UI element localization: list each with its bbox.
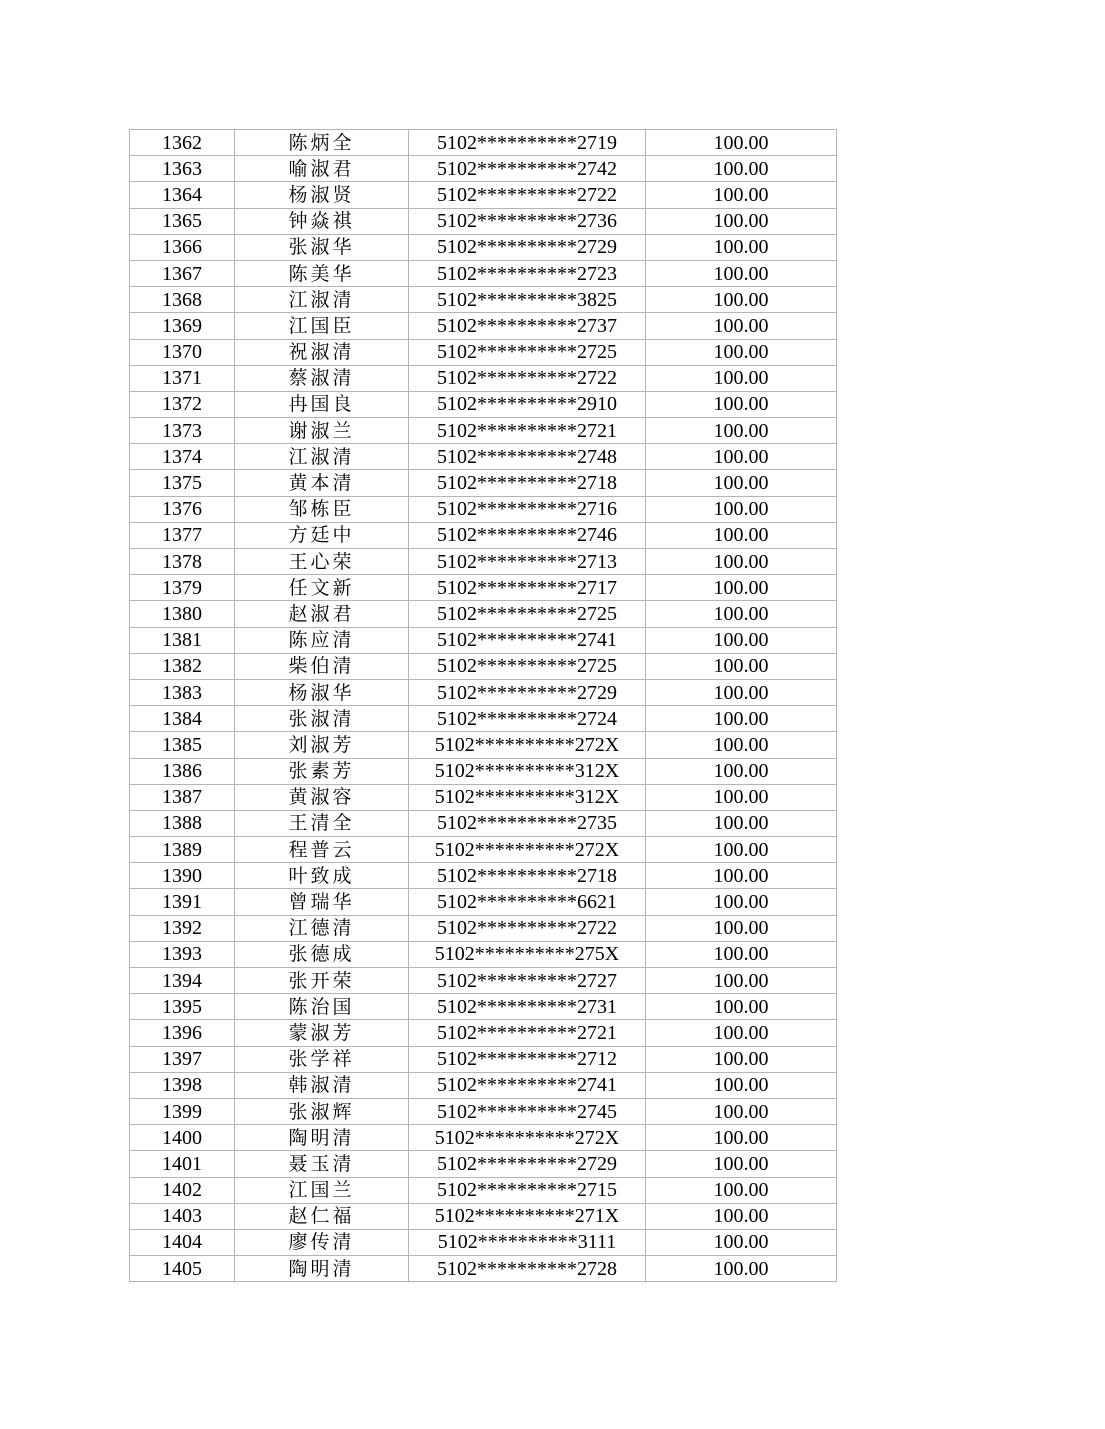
amount-cell: 100.00 bbox=[646, 575, 837, 601]
id-number-cell: 5102**********2723 bbox=[409, 260, 646, 286]
amount-cell: 100.00 bbox=[646, 1256, 837, 1282]
name-cell: 黄淑容 bbox=[235, 784, 409, 810]
row-number-cell: 1390 bbox=[130, 863, 235, 889]
id-number-cell: 5102**********312X bbox=[409, 758, 646, 784]
name-cell: 蒙淑芳 bbox=[235, 1020, 409, 1046]
amount-cell: 100.00 bbox=[646, 391, 837, 417]
row-number-cell: 1376 bbox=[130, 496, 235, 522]
name-cell: 廖传清 bbox=[235, 1229, 409, 1255]
id-number-cell: 5102**********2729 bbox=[409, 1151, 646, 1177]
id-number-cell: 5102**********2724 bbox=[409, 706, 646, 732]
table-row bbox=[130, 1046, 837, 1072]
table-row bbox=[130, 837, 837, 863]
amount-cell: 100.00 bbox=[646, 365, 837, 391]
name-cell: 江淑清 bbox=[235, 287, 409, 313]
table-row bbox=[130, 549, 837, 575]
row-number-cell: 1404 bbox=[130, 1229, 235, 1255]
amount-cell: 100.00 bbox=[646, 418, 837, 444]
amount-cell: 100.00 bbox=[646, 208, 837, 234]
id-number-cell: 5102**********2721 bbox=[409, 1020, 646, 1046]
name-cell: 曾瑞华 bbox=[235, 889, 409, 915]
row-number-cell: 1397 bbox=[130, 1046, 235, 1072]
row-number-cell: 1378 bbox=[130, 549, 235, 575]
row-number-cell: 1398 bbox=[130, 1072, 235, 1098]
name-cell: 张淑清 bbox=[235, 706, 409, 732]
roster-table-body bbox=[130, 130, 837, 1282]
name-cell: 叶致成 bbox=[235, 863, 409, 889]
name-cell: 江淑清 bbox=[235, 444, 409, 470]
row-number-cell: 1382 bbox=[130, 653, 235, 679]
id-number-cell: 5102**********2735 bbox=[409, 810, 646, 836]
amount-cell: 100.00 bbox=[646, 1151, 837, 1177]
amount-cell: 100.00 bbox=[646, 470, 837, 496]
row-number-cell: 1396 bbox=[130, 1020, 235, 1046]
table-row bbox=[130, 601, 837, 627]
id-number-cell: 5102**********2722 bbox=[409, 365, 646, 391]
name-cell: 陶明清 bbox=[235, 1256, 409, 1282]
row-number-cell: 1403 bbox=[130, 1203, 235, 1229]
table-row bbox=[130, 810, 837, 836]
name-cell: 赵淑君 bbox=[235, 601, 409, 627]
name-cell: 张开荣 bbox=[235, 968, 409, 994]
amount-cell: 100.00 bbox=[646, 1046, 837, 1072]
row-number-cell: 1364 bbox=[130, 182, 235, 208]
id-number-cell: 5102**********2748 bbox=[409, 444, 646, 470]
table-row bbox=[130, 496, 837, 522]
table-row bbox=[130, 287, 837, 313]
name-cell: 柴伯清 bbox=[235, 653, 409, 679]
row-number-cell: 1377 bbox=[130, 522, 235, 548]
name-cell: 邹栋臣 bbox=[235, 496, 409, 522]
name-cell: 韩淑清 bbox=[235, 1072, 409, 1098]
amount-cell: 100.00 bbox=[646, 234, 837, 260]
id-number-cell: 5102**********2910 bbox=[409, 391, 646, 417]
amount-cell: 100.00 bbox=[646, 156, 837, 182]
table-row bbox=[130, 679, 837, 705]
amount-cell: 100.00 bbox=[646, 994, 837, 1020]
table-row bbox=[130, 182, 837, 208]
amount-cell: 100.00 bbox=[646, 549, 837, 575]
name-cell: 喻淑君 bbox=[235, 156, 409, 182]
row-number-cell: 1368 bbox=[130, 287, 235, 313]
row-number-cell: 1405 bbox=[130, 1256, 235, 1282]
table-row bbox=[130, 391, 837, 417]
amount-cell: 100.00 bbox=[646, 732, 837, 758]
id-number-cell: 5102**********2717 bbox=[409, 575, 646, 601]
id-number-cell: 5102**********272X bbox=[409, 837, 646, 863]
row-number-cell: 1394 bbox=[130, 968, 235, 994]
row-number-cell: 1366 bbox=[130, 234, 235, 260]
name-cell: 江国兰 bbox=[235, 1177, 409, 1203]
amount-cell: 100.00 bbox=[646, 130, 837, 156]
row-number-cell: 1365 bbox=[130, 208, 235, 234]
amount-cell: 100.00 bbox=[646, 1229, 837, 1255]
table-row bbox=[130, 941, 837, 967]
id-number-cell: 5102**********312X bbox=[409, 784, 646, 810]
amount-cell: 100.00 bbox=[646, 679, 837, 705]
table-row bbox=[130, 968, 837, 994]
table-row bbox=[130, 1098, 837, 1124]
row-number-cell: 1393 bbox=[130, 941, 235, 967]
table-row bbox=[130, 1151, 837, 1177]
name-cell: 聂玉清 bbox=[235, 1151, 409, 1177]
amount-cell: 100.00 bbox=[646, 601, 837, 627]
id-number-cell: 5102**********2727 bbox=[409, 968, 646, 994]
amount-cell: 100.00 bbox=[646, 653, 837, 679]
table-row bbox=[130, 260, 837, 286]
row-number-cell: 1391 bbox=[130, 889, 235, 915]
amount-cell: 100.00 bbox=[646, 1177, 837, 1203]
table-row bbox=[130, 1177, 837, 1203]
id-number-cell: 5102**********2729 bbox=[409, 234, 646, 260]
table-row bbox=[130, 575, 837, 601]
name-cell: 张淑华 bbox=[235, 234, 409, 260]
row-number-cell: 1371 bbox=[130, 365, 235, 391]
amount-cell: 100.00 bbox=[646, 496, 837, 522]
id-number-cell: 5102**********2741 bbox=[409, 627, 646, 653]
amount-cell: 100.00 bbox=[646, 889, 837, 915]
row-number-cell: 1367 bbox=[130, 260, 235, 286]
id-number-cell: 5102**********2731 bbox=[409, 994, 646, 1020]
id-number-cell: 5102**********272X bbox=[409, 732, 646, 758]
row-number-cell: 1401 bbox=[130, 1151, 235, 1177]
id-number-cell: 5102**********2712 bbox=[409, 1046, 646, 1072]
row-number-cell: 1370 bbox=[130, 339, 235, 365]
table-row bbox=[130, 1203, 837, 1229]
table-row bbox=[130, 706, 837, 732]
id-number-cell: 5102**********2729 bbox=[409, 679, 646, 705]
table-row bbox=[130, 758, 837, 784]
name-cell: 张学祥 bbox=[235, 1046, 409, 1072]
row-number-cell: 1383 bbox=[130, 679, 235, 705]
table-row bbox=[130, 339, 837, 365]
row-number-cell: 1387 bbox=[130, 784, 235, 810]
amount-cell: 100.00 bbox=[646, 863, 837, 889]
name-cell: 黄本清 bbox=[235, 470, 409, 496]
name-cell: 陈应清 bbox=[235, 627, 409, 653]
id-number-cell: 5102**********271X bbox=[409, 1203, 646, 1229]
table-row bbox=[130, 1229, 837, 1255]
id-number-cell: 5102**********2728 bbox=[409, 1256, 646, 1282]
name-cell: 张德成 bbox=[235, 941, 409, 967]
row-number-cell: 1374 bbox=[130, 444, 235, 470]
amount-cell: 100.00 bbox=[646, 784, 837, 810]
id-number-cell: 5102**********2722 bbox=[409, 182, 646, 208]
amount-cell: 100.00 bbox=[646, 1020, 837, 1046]
amount-cell: 100.00 bbox=[646, 706, 837, 732]
row-number-cell: 1373 bbox=[130, 418, 235, 444]
row-number-cell: 1379 bbox=[130, 575, 235, 601]
row-number-cell: 1381 bbox=[130, 627, 235, 653]
row-number-cell: 1395 bbox=[130, 994, 235, 1020]
row-number-cell: 1362 bbox=[130, 130, 235, 156]
id-number-cell: 5102**********2725 bbox=[409, 653, 646, 679]
amount-cell: 100.00 bbox=[646, 627, 837, 653]
table-row bbox=[130, 994, 837, 1020]
name-cell: 任文新 bbox=[235, 575, 409, 601]
id-number-cell: 5102**********2719 bbox=[409, 130, 646, 156]
name-cell: 陶明清 bbox=[235, 1125, 409, 1151]
amount-cell: 100.00 bbox=[646, 810, 837, 836]
amount-cell: 100.00 bbox=[646, 313, 837, 339]
amount-cell: 100.00 bbox=[646, 941, 837, 967]
id-number-cell: 5102**********2725 bbox=[409, 339, 646, 365]
table-row bbox=[130, 627, 837, 653]
amount-cell: 100.00 bbox=[646, 339, 837, 365]
amount-cell: 100.00 bbox=[646, 260, 837, 286]
name-cell: 王清全 bbox=[235, 810, 409, 836]
table-row bbox=[130, 1256, 837, 1282]
table-row bbox=[130, 863, 837, 889]
id-number-cell: 5102**********6621 bbox=[409, 889, 646, 915]
table-row bbox=[130, 444, 837, 470]
table-row bbox=[130, 365, 837, 391]
roster-table bbox=[129, 129, 837, 1282]
id-number-cell: 5102**********2716 bbox=[409, 496, 646, 522]
amount-cell: 100.00 bbox=[646, 915, 837, 941]
row-number-cell: 1400 bbox=[130, 1125, 235, 1151]
amount-cell: 100.00 bbox=[646, 1098, 837, 1124]
row-number-cell: 1372 bbox=[130, 391, 235, 417]
name-cell: 祝淑清 bbox=[235, 339, 409, 365]
table-row bbox=[130, 1020, 837, 1046]
id-number-cell: 5102**********2741 bbox=[409, 1072, 646, 1098]
table-row bbox=[130, 208, 837, 234]
amount-cell: 100.00 bbox=[646, 1072, 837, 1098]
table-row bbox=[130, 889, 837, 915]
table-row bbox=[130, 313, 837, 339]
row-number-cell: 1386 bbox=[130, 758, 235, 784]
id-number-cell: 5102**********2722 bbox=[409, 915, 646, 941]
table-row bbox=[130, 732, 837, 758]
name-cell: 冉国良 bbox=[235, 391, 409, 417]
amount-cell: 100.00 bbox=[646, 444, 837, 470]
name-cell: 王心荣 bbox=[235, 549, 409, 575]
row-number-cell: 1385 bbox=[130, 732, 235, 758]
amount-cell: 100.00 bbox=[646, 968, 837, 994]
id-number-cell: 5102**********2736 bbox=[409, 208, 646, 234]
name-cell: 蔡淑清 bbox=[235, 365, 409, 391]
row-number-cell: 1369 bbox=[130, 313, 235, 339]
name-cell: 刘淑芳 bbox=[235, 732, 409, 758]
table-row bbox=[130, 522, 837, 548]
name-cell: 陈炳全 bbox=[235, 130, 409, 156]
amount-cell: 100.00 bbox=[646, 1203, 837, 1229]
name-cell: 杨淑贤 bbox=[235, 182, 409, 208]
name-cell: 陈治国 bbox=[235, 994, 409, 1020]
table-row bbox=[130, 156, 837, 182]
id-number-cell: 5102**********2718 bbox=[409, 470, 646, 496]
id-number-cell: 5102**********2745 bbox=[409, 1098, 646, 1124]
table-row bbox=[130, 470, 837, 496]
row-number-cell: 1375 bbox=[130, 470, 235, 496]
row-number-cell: 1399 bbox=[130, 1098, 235, 1124]
table-row bbox=[130, 653, 837, 679]
id-number-cell: 5102**********2742 bbox=[409, 156, 646, 182]
table-row bbox=[130, 784, 837, 810]
name-cell: 钟焱祺 bbox=[235, 208, 409, 234]
row-number-cell: 1389 bbox=[130, 837, 235, 863]
row-number-cell: 1363 bbox=[130, 156, 235, 182]
name-cell: 杨淑华 bbox=[235, 679, 409, 705]
table-row bbox=[130, 1125, 837, 1151]
amount-cell: 100.00 bbox=[646, 287, 837, 313]
name-cell: 张素芳 bbox=[235, 758, 409, 784]
row-number-cell: 1388 bbox=[130, 810, 235, 836]
name-cell: 赵仁福 bbox=[235, 1203, 409, 1229]
table-row bbox=[130, 130, 837, 156]
amount-cell: 100.00 bbox=[646, 1125, 837, 1151]
id-number-cell: 5102**********3111 bbox=[409, 1229, 646, 1255]
row-number-cell: 1392 bbox=[130, 915, 235, 941]
amount-cell: 100.00 bbox=[646, 182, 837, 208]
amount-cell: 100.00 bbox=[646, 522, 837, 548]
name-cell: 方廷中 bbox=[235, 522, 409, 548]
id-number-cell: 5102**********3825 bbox=[409, 287, 646, 313]
row-number-cell: 1402 bbox=[130, 1177, 235, 1203]
id-number-cell: 5102**********2746 bbox=[409, 522, 646, 548]
name-cell: 张淑辉 bbox=[235, 1098, 409, 1124]
table-row bbox=[130, 418, 837, 444]
table-row bbox=[130, 234, 837, 260]
id-number-cell: 5102**********272X bbox=[409, 1125, 646, 1151]
name-cell: 陈美华 bbox=[235, 260, 409, 286]
id-number-cell: 5102**********2725 bbox=[409, 601, 646, 627]
name-cell: 程普云 bbox=[235, 837, 409, 863]
id-number-cell: 5102**********275X bbox=[409, 941, 646, 967]
id-number-cell: 5102**********2713 bbox=[409, 549, 646, 575]
name-cell: 江德清 bbox=[235, 915, 409, 941]
table-row bbox=[130, 1072, 837, 1098]
id-number-cell: 5102**********2737 bbox=[409, 313, 646, 339]
table-row bbox=[130, 915, 837, 941]
amount-cell: 100.00 bbox=[646, 837, 837, 863]
row-number-cell: 1380 bbox=[130, 601, 235, 627]
name-cell: 江国臣 bbox=[235, 313, 409, 339]
id-number-cell: 5102**********2715 bbox=[409, 1177, 646, 1203]
amount-cell: 100.00 bbox=[646, 758, 837, 784]
name-cell: 谢淑兰 bbox=[235, 418, 409, 444]
row-number-cell: 1384 bbox=[130, 706, 235, 732]
id-number-cell: 5102**********2718 bbox=[409, 863, 646, 889]
id-number-cell: 5102**********2721 bbox=[409, 418, 646, 444]
